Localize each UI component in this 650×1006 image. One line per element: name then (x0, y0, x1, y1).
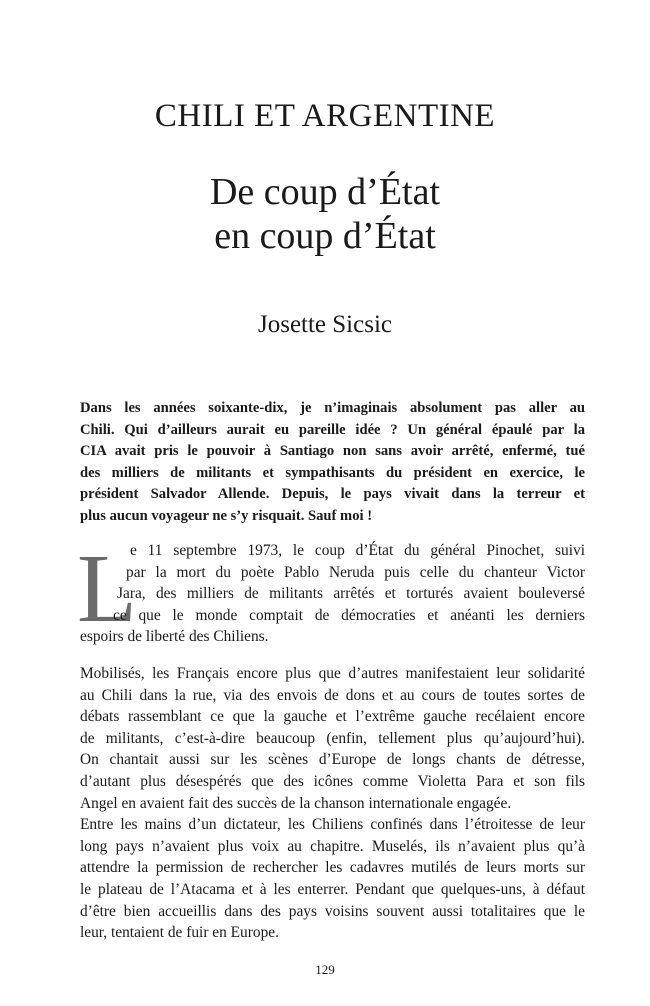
intro-line: CIA avait pris le pouvoir à Santiago non sans avoir arrêté, enfermé, tué (80, 443, 585, 460)
body-line: Jara, des milliers de militants arrêtés et torturés avaient bouleversé (117, 585, 585, 603)
body-line: espoirs de liberté des Chiliens. (80, 628, 269, 646)
body-line: débats rassemblant ce que la gauche et l’extrême gauche recélaient encore (80, 708, 585, 726)
intro-line: des milliers de militants et sympathisants du président en exercice, le (80, 464, 585, 481)
body-line: ce que le monde comptait de démocraties et anéanti les derniers (113, 606, 585, 624)
intro-line: plus aucun voyageur ne s’y risquait. Sauf moi ! (80, 507, 373, 524)
body-line: Entre les mains d’un dictateur, les Chiliens confinés dans l’étroitesse de leur (80, 816, 585, 834)
author-name: Josette Sicsic (257, 311, 392, 338)
body-paragraph-1 (80, 540, 585, 648)
body-paragraph-2 (80, 663, 585, 944)
body-line: On chantait aussi sur les scènes d’Europe de longs chants de détresse, (80, 751, 585, 769)
body-line: long pays n’avaient plus voix au chapitre. Muselés, ils n’avaient plus qu’à (80, 837, 585, 855)
intro-line: Chili. Qui d’ailleurs aurait eu pareille idée ? Un général épaulé par la (80, 421, 585, 438)
drop-cap: L (77, 535, 137, 643)
intro-paragraph (80, 398, 585, 528)
body-line: d’être bien accueillis dans des pays voisins souvent aussi totalitaires que le (80, 902, 585, 920)
body-line: attendre la permission de rechercher les cadavres mutilés de leurs morts sur (80, 859, 585, 877)
intro-line: président Salvador Allende. Depuis, le pays vivait dans la terreur et (80, 486, 585, 503)
body-line: de militants, c’est-à-dire beaucoup (enfin, tellement plus qu’aujourd’hui). (80, 729, 585, 747)
chapter-title-line: De coup d’État (209, 171, 441, 213)
body-line: Angel en avaient fait des succès de la chanson internationale engagée. (80, 794, 512, 812)
page-number: 129 (315, 962, 335, 977)
body-line: par la mort du poète Pablo Neruda puis celle du chanteur Victor (126, 563, 585, 581)
section-title: CHILI ET ARGENTINE (154, 98, 496, 134)
body-line: au Chili dans la rue, via des envois de dons et au cours de toutes sortes de (80, 686, 585, 704)
body-line: Mobilisés, les Français encore plus que d’autres manifestaient leur solidarité (80, 665, 585, 682)
body-line: d’autant plus désespérés que des icônes comme Violetta Para et son fils (80, 772, 585, 790)
body-line: le plateau de l’Atacama et à les enterrer. Pendant que quelques-uns, à défaut (80, 880, 585, 898)
chapter-title (0, 170, 650, 258)
body-line: leur, tentaient de fuir en Europe. (80, 924, 279, 942)
body-line: e 11 septembre 1973, le coup d’État du général Pinochet, suivi (130, 542, 585, 559)
chapter-title-line: en coup d’État (214, 215, 436, 257)
intro-line: Dans les années soixante-dix, je n’imaginais absolument pas aller au (80, 400, 585, 416)
